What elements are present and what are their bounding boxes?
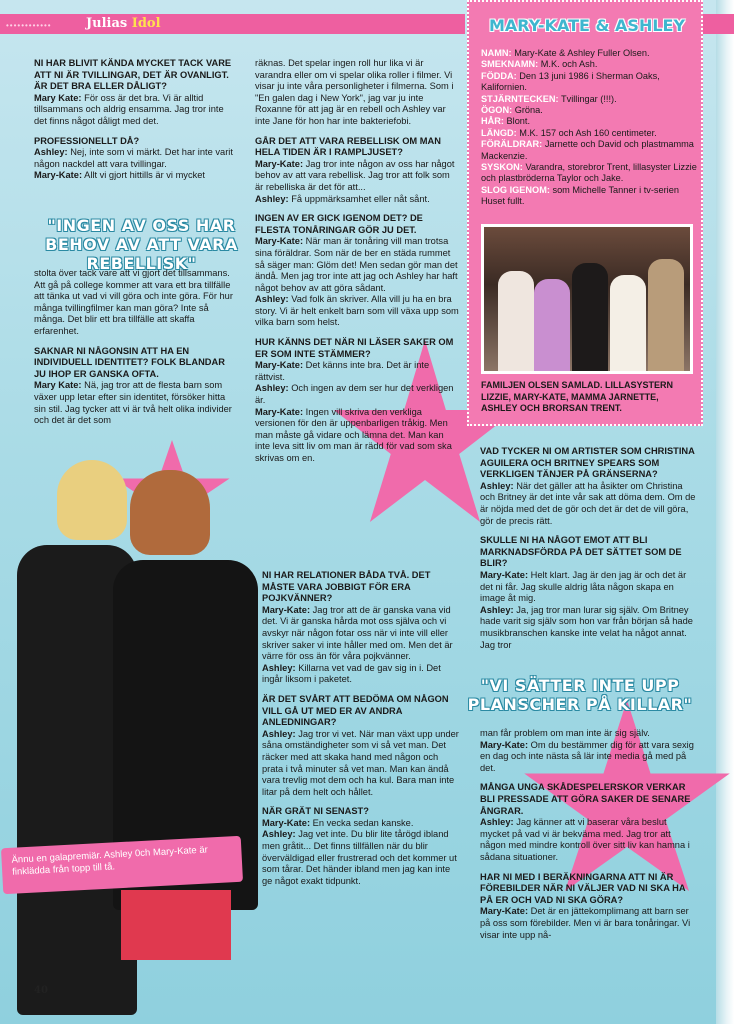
speaker: Mary-Kate: — [255, 406, 304, 417]
speaker: Mary-Kate: — [480, 906, 529, 917]
fact-value: M.K. 157 och Ash 160 centimeter. — [519, 127, 657, 138]
facts-list — [481, 48, 699, 208]
speaker: Mary-Kate: — [262, 817, 311, 828]
answer: Jag tror vi vet. När man växt upp under såna omständigheter som vi så vet man. Det räcker med att skaka hand med någon och prata i två minuter så vet man. Man kan ändå vara trevlig mot dem och ha kul. Bara man inte litar på dem helt och hållet. — [262, 728, 459, 797]
answer: Jag känner att vi baserar våra beslut mycket på vad vi är bekväma med. Jag tror att någon med mindre kontroll över sitt liv kan hamna i sådana situationer. — [480, 817, 690, 862]
answer: Killarna vet vad de gav sig in i. Det ingår liksom i paketet. — [262, 662, 441, 685]
question: SAKNAR NI NÅGONSIN ATT HA EN INDIVIDUELL IDENTITET? FOLK BLANDAR JU IHOP ER GANSKA OFTA. — [34, 345, 225, 379]
column-1 — [34, 58, 234, 190]
facts-title: MARY-KATE & ASHLEY — [488, 16, 686, 35]
person-mary-kate-dress — [121, 890, 231, 960]
photo-caption-main: Ännu en galapremiär. Ashley 0ch Mary-Kate är finklädda från topp till tå. — [11, 844, 209, 878]
answer: Helt klart. Jag är den jag är och det är det ni får. Jag skulle aldrig låta någon skapa en image åt mig. — [480, 569, 687, 604]
speaker: Mary-Kate: — [255, 158, 304, 169]
speaker: Mary-Kate: — [480, 739, 529, 750]
fact-row — [481, 116, 699, 127]
speaker: Mary-Kate: — [255, 360, 304, 371]
pull-quote-1: "INGEN AV OSS HAR BEHOV AV ATT VARA REBELLISK" — [45, 216, 238, 273]
photo-figure — [534, 279, 570, 371]
logo-main: Julias — [86, 16, 128, 31]
answer: När man är tonåring vill man trotsa sina föräldrar. Som när de ber en städa rummet så säger man: Glöm det! Men sedan gör man det ändå. Men jag tror inte att jag och Ashley har haft något behov av att göra sådant. — [255, 236, 458, 293]
fact-row — [481, 105, 699, 116]
answer: Nä, jag tror att de flesta barn som växer upp letar efter sin identitet, försöker hitta sin stil. Jag tycker att vi är två helt olika individer och det är det som — [34, 380, 232, 426]
answer: Det är en jättekomplimang att barn ser på oss som förebilder. Men vi är bara tonåringar. Vi visar inte upp nå- — [480, 906, 691, 940]
speaker: Mary-Kate: — [262, 604, 311, 615]
photo-figure — [572, 263, 608, 371]
facts-box — [467, 0, 703, 426]
fact-key: SYSKON: — [481, 162, 523, 173]
fact-key: LÄNGD: — [481, 127, 517, 138]
speaker: Mary Kate: — [34, 380, 82, 391]
speaker: Ashley: — [34, 147, 68, 158]
question: HAR NI MED I BERÄKNINGARNA ATT NI ÄR FÖREBILDER NÄR NI VÄLJER VAD NI SKA HA PÅ ER OCH VAD NI SKA GÖRA? — [480, 871, 686, 905]
speaker: Mary Kate: — [34, 92, 82, 103]
fact-value: M.K. och Ash. — [540, 59, 598, 70]
fact-value: Tvillingar (!!!). — [560, 93, 617, 104]
speaker: Ashley: — [262, 662, 296, 673]
answer: Jag vet inte. Du blir lite tårögd ibland men gråtit... Det finns tillfällen när du blir överväldigad eller frustrerad och det kommer ut som tårar. Det händer ibland men jag kan inte ge något exakt tidpunkt. — [262, 829, 457, 886]
paragraph: man får problem om man inte är sig själv. — [480, 728, 650, 738]
question: NI HAR RELATIONER BÅDA TVÅ. DET MÅSTE VARA JOBBIGT FÖR ERA POJKVÄNNER? — [262, 570, 431, 604]
logo-accent: Idol — [131, 16, 161, 31]
answer: Få uppmärksamhet eller nåt sånt. — [291, 193, 430, 204]
answer: Om du bestämmer dig för att vara sexig en dag och inte nästa så lär inte media gå med på det. — [480, 739, 694, 773]
column-3-cont — [480, 728, 698, 949]
header-band-right — [703, 14, 734, 34]
fact-value: Blont. — [506, 116, 531, 127]
speaker: Ashley: — [262, 829, 296, 840]
fact-key: HÅR: — [481, 116, 504, 127]
question: NÄR GRÄT NI SENAST? — [262, 806, 369, 817]
fact-key: NAMN: — [481, 48, 512, 58]
fact-key: ÖGON: — [481, 105, 513, 116]
answer: Allt vi gjort hittills är vi mycket — [84, 170, 206, 181]
speaker: Ashley: — [255, 383, 289, 394]
column-2 — [255, 58, 460, 473]
answer: För oss är det bra. Vi är alltid tillsammans och aldrig ensamma. Jag tror inte det finns något dåligt med det. — [34, 92, 224, 126]
answer: Vad folk än skriver. Alla vill ju ha en bra story. Vi är helt enkelt barn som vill växa upp som vilka barn som helst. — [255, 294, 459, 328]
speaker: Ashley: — [480, 480, 514, 491]
section-logo — [86, 16, 161, 31]
fact-row — [481, 162, 699, 185]
speaker: Ashley: — [480, 604, 514, 615]
page-edge — [716, 0, 734, 1024]
question: HUR KÄNNS DET NÄR NI LÄSER SAKER OM ER SOM INTE STÄMMER? — [255, 337, 454, 359]
question: PROFESSIONELLT DÅ? — [34, 135, 140, 146]
answer: När det gäller att ha åsikter om Christina och Britney är det inte vår sak att döma dem. Om de är nöjda med det de gör och det är det de vill göra, gör de precis rätt. — [480, 480, 696, 526]
fact-row — [481, 59, 699, 70]
fact-row — [481, 94, 699, 105]
main-photo — [5, 450, 260, 1024]
header-band — [0, 14, 465, 34]
answer: Ja, jag tror man lurar sig själv. Om Britney hade varit sig själv som hon var från början så hade musikbranschen kanske inte velat ha något annat. Jag tror — [480, 604, 693, 650]
question: GÅR DET ATT VARA REBELLISK OM MAN HELA TIDEN ÄR I RAMPLJUSET? — [255, 135, 441, 158]
page-number: 40 — [34, 985, 48, 996]
fact-row — [481, 71, 699, 94]
fact-value: Jarnette och David och plastmamma Mackenzie. — [481, 139, 694, 161]
question: ÄR DET SVÅRT ATT BEDÖMA OM NÅGON VILL GÅ UT MED ER AV ANDRA ANLEDNINGAR? — [262, 693, 449, 728]
fact-key: FÖDDA: — [481, 70, 517, 81]
fact-row — [481, 48, 699, 59]
paragraph: stolta över tack vare att vi gjort det tillsammans. Att gå på college kommer att vara ett bra tillfälle att tänka ut vad vi vill göra och inte göra. För hur många tvillingfilmer kan man göra? Inte så många. Det blir ett bra tillfälle att skaffa erfarenhet. — [34, 268, 233, 336]
answer: Ingen vill skriva den verkliga versionen för den är uppenbarligen tråkig. Men man måste gå vidare och lämna det. Man kan inte leva sitt liv om man är rädd för vad som ska skrivas om en. — [255, 406, 452, 463]
photo-figure — [610, 275, 646, 371]
fact-row — [481, 128, 699, 139]
person-ashley — [57, 460, 127, 540]
fact-row — [481, 185, 699, 208]
paragraph: räknas. Det spelar ingen roll hur lika vi är varandra eller om vi spelar olika roller i filmer. Vi visar ju inte våra personligheter i filmerna. Som i "En galen dag i New York", jag var ju inte Roxanne för att jag är en rebell och Ashley var inte Jane för hon har inte bakteriefobi. — [255, 58, 454, 126]
question: SKULLE NI HA NÅGOT EMOT ATT BLI MARKNADSFÖRDA PÅ DET SÄTTET SOM DE BLIR? — [480, 535, 682, 569]
answer: Nej, inte som vi märkt. Det har inte varit någon nackdel att vara tvillingar. — [34, 147, 233, 169]
speaker: Ashley: — [255, 294, 289, 305]
answer: Jag tror att de är ganska vana vid det. Vi är ganska hårda mot oss själva och vi avskyr när någon fotar oss när vi inte vill eller skriver saker vi inte håller med om. Men det är värre för oss än för våra pojkvänner. — [262, 604, 453, 662]
speaker: Ashley: — [262, 728, 296, 739]
speaker: Mary-Kate: — [480, 569, 529, 580]
fact-row — [481, 139, 699, 162]
photo-figure — [648, 259, 684, 371]
photo-figure — [498, 271, 534, 371]
speaker: Mary-Kate: — [255, 236, 304, 247]
question: NI HAR BLIVIT KÄNDA MYCKET TACK VARE ATT NI ÄR TVILLINGAR, DET ÄR OVANLIGT. ÄR DET BRA ELLER DÅLIGT? — [34, 58, 232, 92]
answer: Jag tror inte någon av oss har något behov av att vara rebellisk. Jag tror att folk som är rebelliska är det för att... — [255, 158, 455, 192]
question: MÅNGA UNGA SKÅDESPELERSKOR VERKAR BLI PRESSADE ATT GÖRA SAKER DE SENARE ÅNGRAR. — [480, 782, 691, 816]
fact-key: SLOG IGENOM: — [481, 184, 550, 195]
speaker: Ashley: — [255, 193, 289, 204]
question: VAD TYCKER NI OM ARTISTER SOM CHRISTINA AGUILERA OCH BRITNEY SPEARS SOM VERKLIGEN TÄNJER PÅ GRÄNSERNA? — [480, 446, 695, 480]
question: INGEN AV ER GICK IGENOM DET? DE FLESTA TONÅRINGAR GÖR JU DET. — [255, 213, 423, 235]
answer: En vecka sedan kanske. — [312, 817, 414, 828]
speaker: Ashley: — [480, 817, 514, 828]
fact-value: som Michelle Tanner i tv-serien Huset fullt. — [481, 184, 679, 207]
person-mary-kate — [130, 470, 210, 555]
column-1-cont — [34, 268, 234, 435]
fact-key: SMEKNAMN: — [481, 59, 539, 70]
pull-quote-2: "VI SÄTTER INTE UPP PLANSCHER PÅ KILLAR" — [467, 676, 693, 714]
column-3 — [480, 446, 698, 659]
fact-key: FÖRÄLDRAR: — [481, 139, 543, 150]
fact-key: STJÄRNTECKEN: — [481, 93, 559, 104]
answer: Det känns inte bra. Det är inte rättvist. — [255, 360, 430, 382]
fact-value: Mary-Kate & Ashley Fuller Olsen. — [514, 48, 650, 58]
speaker: Mary-Kate: — [34, 170, 83, 181]
fact-value: Varandra, storebror Trent, lillasyster Lizzie och plastbröderna Taylor och Jake. — [481, 162, 697, 184]
answer: Och ingen av dem ser hur det verkligen är. — [255, 383, 454, 406]
photo-caption-family: FAMILJEN OLSEN SAMLAD. LILLASYSTERN LIZZIE, MARY-KATE, MAMMA JARNETTE, ASHLEY OCH BRORSAN TRENT. — [481, 380, 674, 413]
column-2-lower — [262, 570, 460, 895]
family-photo — [481, 224, 693, 374]
fact-value: Gröna. — [514, 105, 543, 116]
header-dots: •••••••••••• — [6, 21, 52, 30]
fact-value: Den 13 juni 1986 i Sherman Oaks, Kalifornien. — [481, 70, 660, 93]
